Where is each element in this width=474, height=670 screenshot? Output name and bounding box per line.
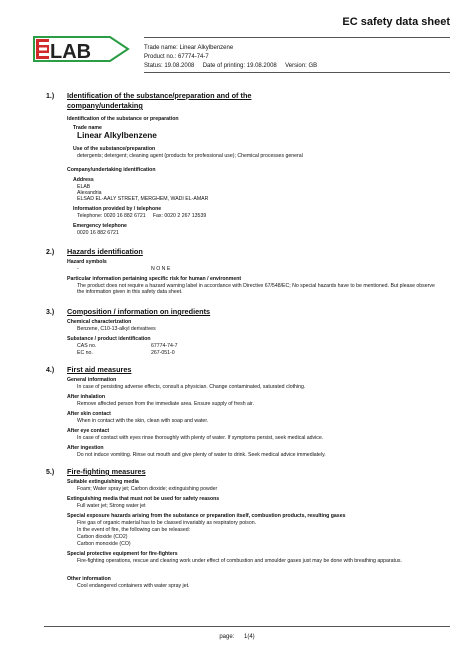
status-line: Status: 19.08.2008 Date of printing: 19.08.2008 Version: GB [144, 63, 318, 69]
page-value: 1(4) [244, 634, 255, 640]
unsuitable-media-label: Extinguishing media that must not be used for safety reasons [67, 496, 220, 502]
skin-contact-value: When in contact with the skin, clean with soap and water. [77, 418, 209, 424]
suitable-media-label: Suitable extinguishing media [67, 479, 139, 485]
ec-label: EC no. [77, 350, 93, 356]
info-value: Telephone: 0020 16 882 6721 Fax: 0020 2 267 13539 [77, 213, 207, 219]
general-info-value: In case of persisting adverse effects, consult a physician. Change contaminated, saturated clothing. [77, 384, 306, 390]
ec-value: 267-051-0 [151, 350, 175, 356]
general-info-label: General information [67, 377, 117, 383]
chem-char-label: Chemical characterization [67, 319, 132, 325]
ingestion-value: Do not induce vomiting. Rinse out mouth and give plenty of water to drink. Seek medical advice immediately. [77, 452, 326, 458]
section-5-number: 5.) [46, 469, 55, 476]
address-line-3: ELSAD EL-AALY STREET, MERGHEM, WADI EL-AMAR [77, 196, 209, 202]
skin-contact-label: After skin contact [67, 411, 111, 417]
page-indicator [0, 634, 474, 640]
address-line-2: Alexandria [77, 190, 102, 196]
ingestion-label: After ingestion [67, 445, 104, 451]
section-1-title: Identification of the substance/preparation and of the company/undertaking [67, 91, 252, 110]
suitable-media-value: Foam; Water spray jet; Carbon dioxide; extinguishing powder [77, 486, 218, 492]
exposure-line-4: Carbon monoxide (CO) [77, 541, 131, 547]
use-label: Use of the substance/preparation [73, 146, 156, 152]
hazard-symbols-label: Hazard symbols [67, 259, 107, 265]
company-label: Company/undertaking identification [67, 167, 156, 173]
unsuitable-media-value: Full water jet; Strong water jet [77, 503, 146, 509]
page-label: page: [219, 634, 235, 640]
other-info-label: Other information [67, 576, 111, 582]
cas-label: CAS no. [77, 343, 97, 349]
section-2-number: 2.) [46, 249, 55, 256]
exposure-hazards-label: Special exposure hazards arising from the substance or preparation itself, combustion products, resulting gases [67, 513, 346, 519]
address-line-1: ELAB [77, 184, 91, 190]
header-rule-bottom [144, 72, 450, 73]
hazard-symbols-value: N O N E [151, 266, 171, 272]
exposure-line-1: Fire gas of organic material has to be classed invariably as respiratory poison. [77, 520, 257, 526]
section-2-title: Hazards identification [67, 247, 143, 256]
identification-label: Substance / product identification [67, 336, 151, 342]
trade-name-header: Trade name: Linear Alkylbenzene [144, 45, 234, 51]
emergency-value: 0020 16 882 6721 [77, 230, 119, 236]
section-1-number: 1.) [46, 93, 55, 100]
section-3-number: 3.) [46, 309, 55, 316]
trade-name-label: Trade name [73, 125, 102, 131]
protective-equipment-value: Fire-fighting operations, rescue and clearing work under effect of combustion and smoulder gases just may be done with breathing apparatus. [77, 558, 402, 564]
protective-equipment-label: Special protective equipment for fire-fighters [67, 551, 178, 557]
section-3-title: Composition / information on ingredients [67, 307, 211, 316]
eye-contact-value: In case of contact with eyes rinse thoroughly with plenty of water. If symptoms persist, seek medical advice. [77, 435, 324, 441]
hazard-symbols-dash: - [77, 266, 79, 272]
s1-subheading: Identification of the substance or preparation [67, 116, 179, 122]
eye-contact-label: After eye contact [67, 428, 110, 434]
footer-rule [44, 626, 450, 627]
risk-text: The product does not require a hazard warning label in accordance with Directive 67/548/EC; No special hazards have to be mentioned. But please observe the information given in this safety data sheet. [77, 283, 435, 296]
section-4-title: First aid measures [67, 365, 132, 374]
header-rule [144, 37, 450, 38]
svg-text:LAB: LAB [50, 41, 92, 63]
section-5-title: Fire-fighting measures [67, 467, 146, 476]
inhalation-label: After inhalation [67, 394, 106, 400]
exposure-line-3: Carbon dioxide (CO2) [77, 534, 128, 540]
info-label: Information provided by / telephone [73, 206, 162, 212]
product-number-header: Product no.: 67774-74-7 [144, 54, 209, 60]
elab-logo [32, 34, 130, 64]
risk-label: Particular information pertaining specific risk for human / environment [67, 276, 242, 282]
exposure-line-2: In the event of fire, the following can be released: [77, 527, 191, 533]
trade-name-value: Linear Alkylbenzene [77, 130, 157, 140]
section-4-number: 4.) [46, 367, 55, 374]
address-label: Address [73, 177, 94, 183]
chem-char-value: Benzene, C10-13-alkyl derivatives [77, 326, 156, 332]
inhalation-value: Remove affected person from the immediate area. Ensure supply of fresh air. [77, 401, 254, 407]
use-value: detergents; detergent; cleaning agent (products for professional use); Chemical processes general [77, 153, 303, 159]
other-info-value: Cool endangered containers with water spray jet. [77, 583, 190, 589]
document-title: EC safety data sheet [342, 16, 450, 28]
emergency-label: Emergency telephone [73, 223, 127, 229]
cas-value: 67774-74-7 [151, 343, 178, 349]
